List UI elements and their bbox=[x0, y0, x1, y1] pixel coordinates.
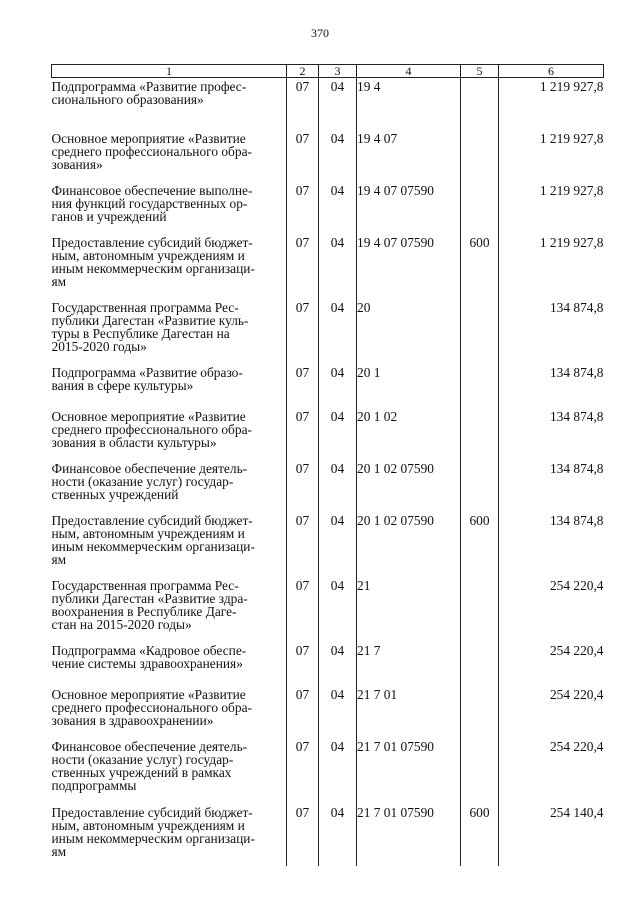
row-target-article-code: 19 4 07 07590 bbox=[357, 182, 461, 234]
row-section-code: 07 bbox=[287, 577, 319, 642]
row-expense-type-code bbox=[461, 364, 499, 408]
row-section-code: 07 bbox=[287, 686, 319, 738]
row-target-article-code: 21 bbox=[357, 577, 461, 642]
row-name: Предоставление субсидий бюджет- ным, автономным учреждениям и иным некоммерческим организаци- ям bbox=[51, 234, 255, 290]
row-name: Государственная программа Рес- публики Дагестан «Развитие здра- воохранения в Республике Даге- стан на 2015-2020 годы» bbox=[51, 577, 248, 633]
row-target-article-code: 19 4 07 07590 bbox=[357, 234, 461, 299]
row-subsection-code: 04 bbox=[319, 642, 357, 686]
row-subsection-code: 04 bbox=[319, 130, 357, 182]
row-expense-type-code bbox=[461, 642, 499, 686]
row-name: Финансовое обеспечение выполне- ния функций государственных ор- ганов и учреждений bbox=[51, 182, 253, 224]
row-subsection-code: 04 bbox=[319, 512, 357, 577]
row-subsection-code: 04 bbox=[319, 182, 357, 234]
row-amount: 134 874,8 bbox=[499, 512, 604, 577]
column-header: 3 bbox=[319, 65, 357, 78]
row-subsection-code: 04 bbox=[319, 738, 357, 804]
row-name: Финансовое обеспечение деятель- ности (оказание услуг) государ- ственных учреждений в рамках подпрограммы bbox=[51, 738, 248, 794]
table-row bbox=[52, 234, 604, 299]
column-header: 4 bbox=[357, 65, 461, 78]
row-section-code: 07 bbox=[287, 234, 319, 299]
row-target-article-code: 21 7 01 bbox=[357, 686, 461, 738]
row-name: Подпрограмма «Развитие профес- сионального образования» bbox=[51, 79, 247, 108]
row-subsection-code: 04 bbox=[319, 364, 357, 408]
row-target-article-code: 20 1 02 07590 bbox=[357, 460, 461, 512]
row-subsection-code: 04 bbox=[319, 686, 357, 738]
table-row bbox=[52, 299, 604, 364]
row-section-code: 07 bbox=[287, 460, 319, 512]
row-expense-type-code: 600 bbox=[461, 234, 499, 299]
row-name: Финансовое обеспечение деятель- ности (оказание услуг) государ- ственных учреждений bbox=[51, 460, 248, 502]
row-subsection-code: 04 bbox=[319, 577, 357, 642]
row-name: Подпрограмма «Развитие образо- вания в сфере культуры» bbox=[51, 364, 243, 393]
table-row bbox=[52, 364, 604, 408]
row-subsection-code: 04 bbox=[319, 234, 357, 299]
row-section-code: 07 bbox=[287, 804, 319, 866]
row-section-code: 07 bbox=[287, 408, 319, 460]
row-name: Подпрограмма «Кадровое обеспе- чение системы здравоохранения» bbox=[51, 642, 247, 671]
table-row bbox=[52, 182, 604, 234]
row-expense-type-code bbox=[461, 738, 499, 804]
row-name: Основное мероприятие «Развитие среднего профессионального обра- зования в здравоохранении» bbox=[51, 686, 252, 728]
row-target-article-code: 19 4 07 bbox=[357, 130, 461, 182]
row-amount: 1 219 927,8 bbox=[499, 234, 604, 299]
row-amount: 254 220,4 bbox=[499, 642, 604, 686]
table-header-row bbox=[52, 65, 604, 78]
row-subsection-code: 04 bbox=[319, 78, 357, 130]
row-target-article-code: 20 1 bbox=[357, 364, 461, 408]
row-expense-type-code bbox=[461, 686, 499, 738]
row-amount: 254 140,4 bbox=[499, 804, 604, 866]
budget-table bbox=[51, 64, 604, 866]
row-expense-type-code: 600 bbox=[461, 512, 499, 577]
table-row bbox=[52, 577, 604, 642]
row-amount: 134 874,8 bbox=[499, 460, 604, 512]
column-header: 1 bbox=[52, 65, 287, 78]
row-name: Государственная программа Рес- публики Дагестан «Развитие куль- туры в Республике Дагестан на 2015-2020 годы» bbox=[51, 299, 249, 355]
row-amount: 254 220,4 bbox=[499, 686, 604, 738]
table-row bbox=[52, 642, 604, 686]
row-subsection-code: 04 bbox=[319, 460, 357, 512]
row-section-code: 07 bbox=[287, 738, 319, 804]
column-header: 5 bbox=[461, 65, 499, 78]
row-subsection-code: 04 bbox=[319, 299, 357, 364]
row-amount: 254 220,4 bbox=[499, 577, 604, 642]
row-section-code: 07 bbox=[287, 78, 319, 130]
row-subsection-code: 04 bbox=[319, 804, 357, 866]
table-row bbox=[52, 686, 604, 738]
table-row bbox=[52, 738, 604, 804]
row-amount: 134 874,8 bbox=[499, 408, 604, 460]
row-subsection-code: 04 bbox=[319, 408, 357, 460]
row-section-code: 07 bbox=[287, 130, 319, 182]
table-row bbox=[52, 78, 604, 130]
column-header: 2 bbox=[287, 65, 319, 78]
row-target-article-code: 19 4 bbox=[357, 78, 461, 130]
table-row bbox=[52, 804, 604, 866]
column-header: 6 bbox=[499, 65, 604, 78]
row-target-article-code: 20 bbox=[357, 299, 461, 364]
row-section-code: 07 bbox=[287, 642, 319, 686]
row-expense-type-code bbox=[461, 577, 499, 642]
row-target-article-code: 21 7 01 07590 bbox=[357, 738, 461, 804]
row-name: Предоставление субсидий бюджет- ным, автономным учреждениям и иным некоммерческим организаци- ям bbox=[51, 804, 255, 860]
row-section-code: 07 bbox=[287, 182, 319, 234]
row-expense-type-code bbox=[461, 299, 499, 364]
row-section-code: 07 bbox=[287, 512, 319, 577]
row-expense-type-code bbox=[461, 78, 499, 130]
row-expense-type-code bbox=[461, 460, 499, 512]
row-amount: 1 219 927,8 bbox=[499, 182, 604, 234]
row-amount: 254 220,4 bbox=[499, 738, 604, 804]
row-expense-type-code bbox=[461, 130, 499, 182]
row-section-code: 07 bbox=[287, 364, 319, 408]
row-name: Основное мероприятие «Развитие среднего профессионального обра- зования» bbox=[51, 130, 252, 172]
table-body bbox=[52, 78, 604, 866]
row-amount: 1 219 927,8 bbox=[499, 78, 604, 130]
row-section-code: 07 bbox=[287, 299, 319, 364]
row-expense-type-code bbox=[461, 408, 499, 460]
row-expense-type-code: 600 bbox=[461, 804, 499, 866]
table-row bbox=[52, 460, 604, 512]
table-row bbox=[52, 130, 604, 182]
page-number: 370 bbox=[311, 26, 329, 40]
row-amount: 134 874,8 bbox=[499, 364, 604, 408]
row-name: Основное мероприятие «Развитие среднего профессионального обра- зования в области культуры» bbox=[51, 408, 252, 450]
row-name: Предоставление субсидий бюджет- ным, автономным учреждениям и иным некоммерческим организаци- ям bbox=[51, 512, 255, 568]
table-row bbox=[52, 408, 604, 460]
row-target-article-code: 20 1 02 bbox=[357, 408, 461, 460]
row-expense-type-code bbox=[461, 182, 499, 234]
table-row bbox=[52, 512, 604, 577]
row-amount: 1 219 927,8 bbox=[499, 130, 604, 182]
row-amount: 134 874,8 bbox=[499, 299, 604, 364]
row-target-article-code: 20 1 02 07590 bbox=[357, 512, 461, 577]
row-target-article-code: 21 7 01 07590 bbox=[357, 804, 461, 866]
row-target-article-code: 21 7 bbox=[357, 642, 461, 686]
